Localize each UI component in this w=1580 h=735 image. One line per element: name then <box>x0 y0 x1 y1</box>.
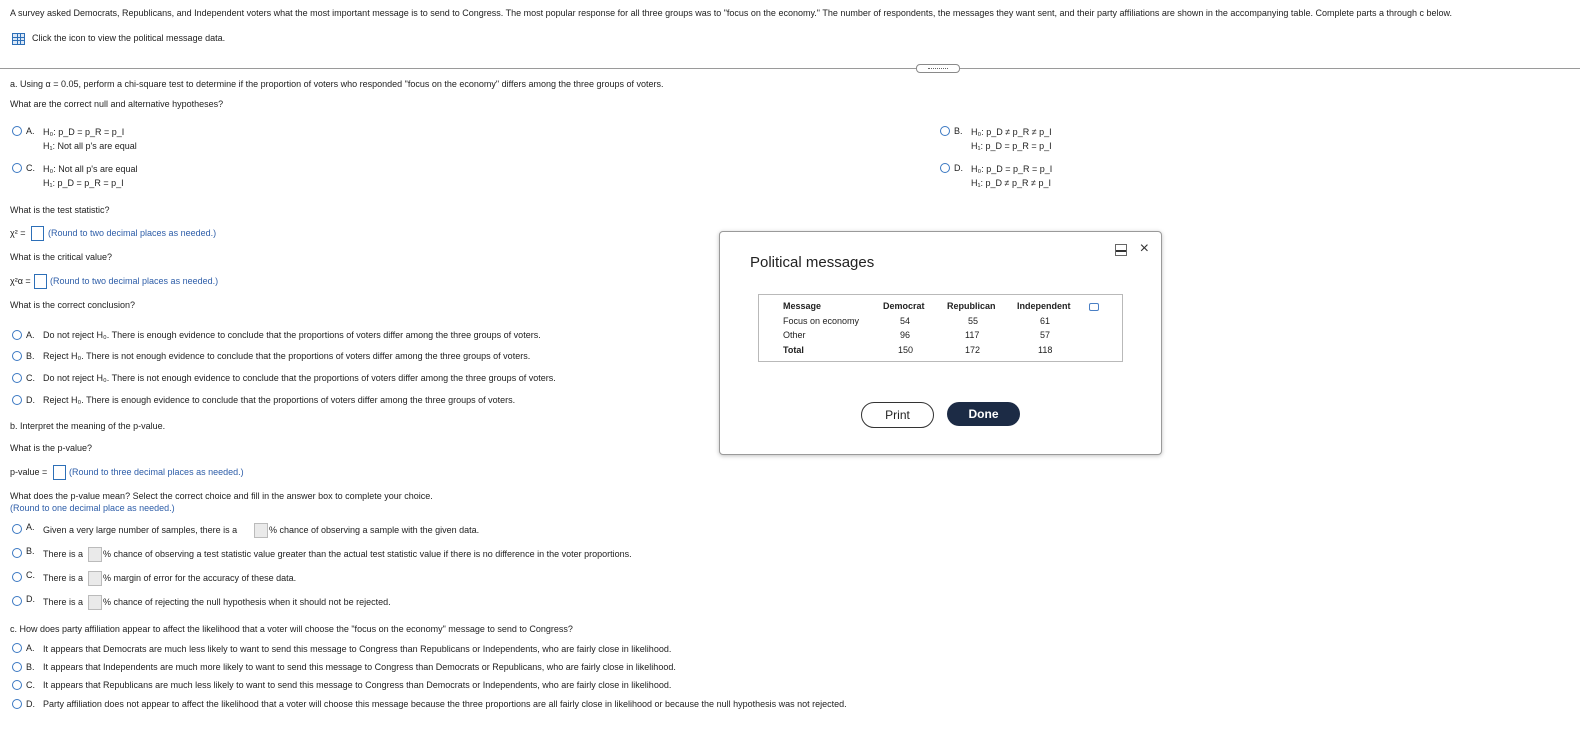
hyp-letter-d: D. <box>954 163 963 173</box>
hyp-radio-d[interactable] <box>940 163 950 173</box>
pv-c-pre: There is a <box>43 573 84 583</box>
pv-question: What is the p-value? <box>10 443 93 453</box>
table-cell: 54 <box>900 316 911 326</box>
done-button[interactable]: Done <box>947 402 1020 426</box>
pc-radio-c[interactable] <box>12 680 22 690</box>
pv-radio-a[interactable] <box>12 524 22 534</box>
pv-b-post: % chance of observing a test statistic value greater than the actual test statistic value if there is no difference in the voter proportions. <box>103 549 632 559</box>
conc-c-text: Do not reject H₀. There is not enough evidence to conclude that the proportions of voters differ among the three groups of voters. <box>43 373 556 383</box>
table-cell: Focus on economy <box>783 316 860 326</box>
ts-answer-box[interactable] <box>31 226 44 241</box>
hyp-radio-a[interactable] <box>12 126 22 136</box>
col-header-independent: Independent <box>1017 301 1071 311</box>
pv-radio-c[interactable] <box>12 572 22 582</box>
pc-c-text: It appears that Republicans are much less likely to want to send this message to Congress than Democrats or Independents, who are fairly close in likelihood. <box>43 680 672 690</box>
cv-hint: (Round to two decimal places as needed.) <box>50 276 219 286</box>
divider <box>0 68 1580 69</box>
table-cell: 172 <box>965 345 981 355</box>
pv-d-pre: There is a <box>43 597 84 607</box>
data-table <box>758 294 1123 362</box>
conc-radio-a[interactable] <box>12 330 22 340</box>
conc-letter-c: C. <box>26 373 35 383</box>
table-cell: 55 <box>968 316 979 326</box>
hyp-b-line1: H₀: p_D ≠ p_R ≠ p_I <box>971 127 1052 137</box>
col-header-message: Message <box>783 301 822 311</box>
pv-a-pre: Given a very large number of samples, there is a <box>43 525 238 535</box>
pv-b-pre: There is a <box>43 549 84 559</box>
table-cell: 96 <box>900 330 911 340</box>
part-c-prompt: c. How does party affiliation appear to affect the likelihood that a voter will choose the "focus on the economy" message to send to Congress? <box>10 624 573 634</box>
conc-radio-b[interactable] <box>12 351 22 361</box>
pc-radio-b[interactable] <box>12 662 22 672</box>
col-header-democrat: Democrat <box>883 301 925 311</box>
pv-letter-c: C. <box>26 570 35 580</box>
part-b-prompt: b. Interpret the meaning of the p-value. <box>10 421 166 431</box>
pv-mean-question: What does the p-value mean? Select the correct choice and fill in the answer box to complete your choice. <box>10 491 433 501</box>
hyp-radio-c[interactable] <box>12 163 22 173</box>
hyp-c-line1: H₀: Not all p's are equal <box>43 164 138 174</box>
pv-c-answer-box[interactable] <box>88 571 102 586</box>
hyp-letter-c: C. <box>26 163 35 173</box>
conc-letter-b: B. <box>26 351 35 361</box>
pc-b-text: It appears that Independents are much more likely to want to send this message to Congress than Democrats or Republicans, who are fairly close in likelihood. <box>43 662 676 672</box>
pc-d-text: Party affiliation does not appear to affect the likelihood that a voter will choose this message because the three proportions are all fairly close in likelihood or because the null hypothesis was not rejected. <box>43 699 847 709</box>
dialog-title: Political messages <box>750 254 875 271</box>
pv-label: p-value = <box>10 467 48 477</box>
ts-hint: (Round to two decimal places as needed.) <box>48 228 217 238</box>
table-icon[interactable] <box>12 33 25 45</box>
hyp-b-line2: H₁: p_D = p_R = p_I <box>971 141 1052 151</box>
pv-radio-d[interactable] <box>12 596 22 606</box>
pc-letter-a: A. <box>26 643 35 653</box>
pv-d-post: % chance of rejecting the null hypothesis when it should not be rejected. <box>103 597 391 607</box>
hyp-a-line2: H₁: Not all p's are equal <box>43 141 137 151</box>
pv-letter-b: B. <box>26 546 35 556</box>
pv-a-answer-box[interactable] <box>254 523 268 538</box>
hyp-letter-a: A. <box>26 126 35 136</box>
table-cell: 57 <box>1040 330 1051 340</box>
table-cell: 61 <box>1040 316 1051 326</box>
hyp-a-line1: H₀: p_D = p_R = p_I <box>43 127 125 137</box>
ts-label: χ² = <box>10 228 26 238</box>
table-cell: 118 <box>1038 345 1053 355</box>
hyp-radio-b[interactable] <box>940 126 950 136</box>
pv-mean-hint: (Round to one decimal place as needed.) <box>10 503 175 513</box>
copy-icon[interactable] <box>1089 303 1099 311</box>
close-icon[interactable]: × <box>1139 240 1149 257</box>
col-header-republican: Republican <box>947 301 996 311</box>
intro-text: A survey asked Democrats, Republicans, and Independent voters what the most important message is to send to Congress. The most popular response for all three groups was to "focus on the economy." The number of respondents, the messages they want sent, and their party affiliations are shown in the accompanying table. Complete parts a through c below. <box>10 8 1453 18</box>
pc-letter-c: C. <box>26 680 35 690</box>
data-link[interactable]: Click the icon to view the political message data. <box>32 33 226 43</box>
pc-radio-d[interactable] <box>12 699 22 709</box>
conc-radio-d[interactable] <box>12 395 22 405</box>
pv-letter-a: A. <box>26 522 35 532</box>
pc-radio-a[interactable] <box>12 643 22 653</box>
conc-b-text: Reject H₀. There is not enough evidence to conclude that the proportions of voters differ among the three groups of voters. <box>43 351 531 361</box>
pv-c-post: % margin of error for the accuracy of these data. <box>103 573 297 583</box>
part-a-prompt: a. Using α = 0.05, perform a chi-square test to determine if the proportion of voters who responded "focus on the economy" differs among the three groups of voters. <box>10 79 664 89</box>
conc-radio-c[interactable] <box>12 373 22 383</box>
print-button[interactable]: Print <box>861 402 934 428</box>
pc-a-text: It appears that Democrats are much less likely to want to send this message to Congress than Republicans or Independents, who are fairly close in likelihood. <box>43 644 672 654</box>
cv-answer-box[interactable] <box>34 274 47 289</box>
political-messages-dialog <box>719 231 1162 455</box>
conc-d-text: Reject H₀. There is enough evidence to conclude that the proportions of voters differ among the three groups of voters. <box>43 395 516 405</box>
pc-letter-d: D. <box>26 699 35 709</box>
minimize-icon[interactable] <box>1115 244 1127 256</box>
table-cell: 117 <box>965 330 980 340</box>
resize-handle[interactable] <box>916 64 960 73</box>
pv-letter-d: D. <box>26 594 35 604</box>
pv-radio-b[interactable] <box>12 548 22 558</box>
pv-hint: (Round to three decimal places as needed.) <box>69 467 244 477</box>
hyp-c-line2: H₁: p_D = p_R = p_I <box>43 178 124 188</box>
hyp-question: What are the correct null and alternative hypotheses? <box>10 99 224 109</box>
conc-letter-a: A. <box>26 330 35 340</box>
ts-question: What is the test statistic? <box>10 205 110 215</box>
hyp-d-line2: H₁: p_D ≠ p_R ≠ p_I <box>971 178 1051 188</box>
pv-a-post: % chance of observing a sample with the given data. <box>269 525 480 535</box>
pv-b-answer-box[interactable] <box>88 547 102 562</box>
pc-letter-b: B. <box>26 662 35 672</box>
table-cell: 150 <box>898 345 914 355</box>
hyp-d-line1: H₀: p_D = p_R = p_I <box>971 164 1053 174</box>
table-cell: Total <box>783 345 804 355</box>
pv-d-answer-box[interactable] <box>88 595 102 610</box>
pv-answer-box[interactable] <box>53 465 66 480</box>
cv-question: What is the critical value? <box>10 252 113 262</box>
cv-label: χ²α = <box>10 276 31 286</box>
conc-a-text: Do not reject H₀. There is enough evidence to conclude that the proportions of voters differ among the three groups of voters. <box>43 330 541 340</box>
conc-letter-d: D. <box>26 395 35 405</box>
table-cell: Other <box>783 330 806 340</box>
conc-question: What is the correct conclusion? <box>10 300 136 310</box>
hyp-letter-b: B. <box>954 126 963 136</box>
